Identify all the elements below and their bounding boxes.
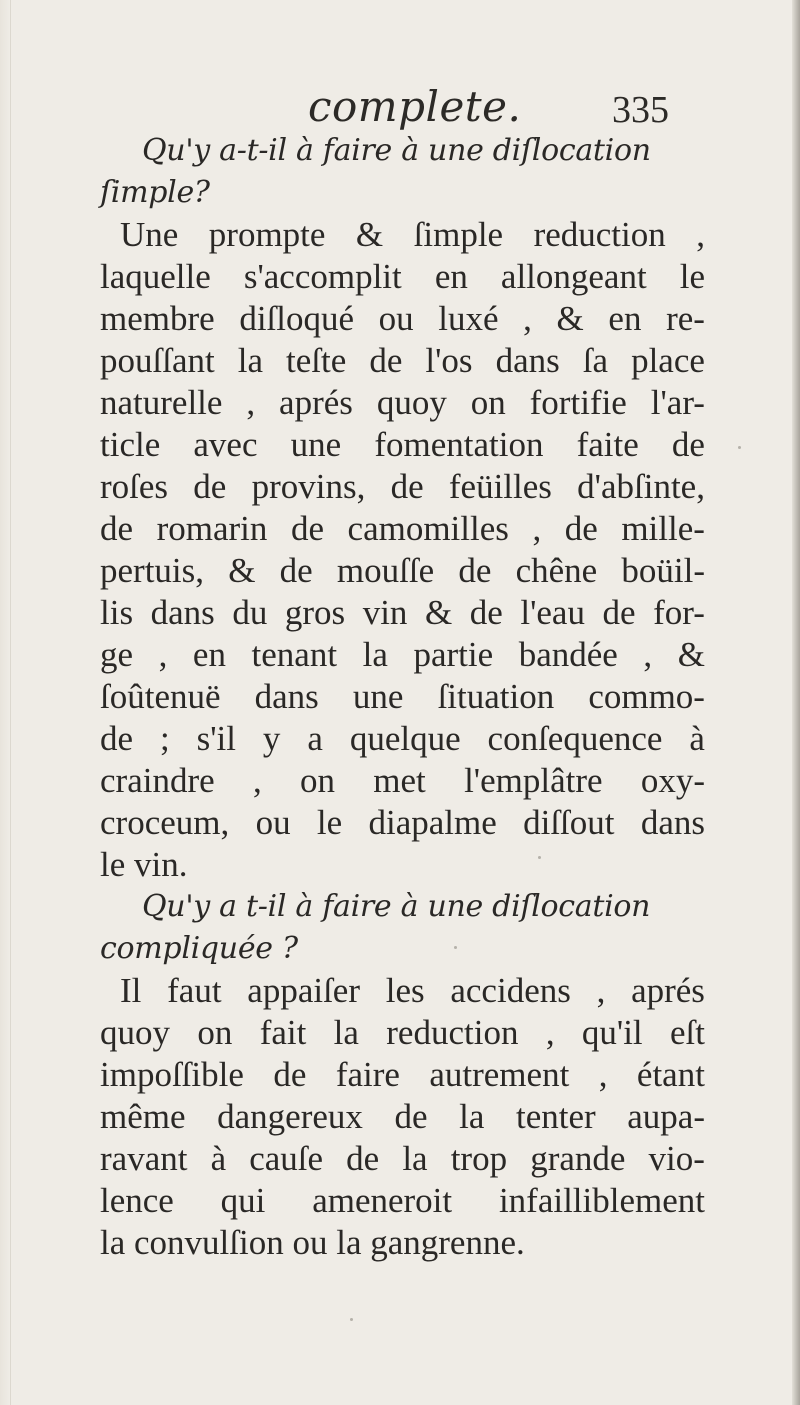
page-number: 335 (612, 89, 669, 131)
paper-speck (350, 1318, 353, 1321)
text-line: lence qui ameneroit infailliblement (100, 1181, 705, 1220)
text-line: le vin. (100, 845, 188, 884)
text-line: quoy on fait la reduction , qu'il eſt (100, 1013, 705, 1052)
text-line: ſoûtenuë dans une ſituation commo- (100, 677, 705, 716)
question-line: Qu'y a t-il à faire à une diſlocation (142, 889, 651, 924)
question-line: ſimple? (100, 175, 210, 210)
text-block (100, 130, 705, 1264)
text-line: de ; s'il y a quelque conſequence à (100, 719, 705, 758)
text-line: Il faut appaiſer les accidens , aprés (120, 971, 705, 1010)
text-line: roſes de provins, de feüilles d'abſinte, (100, 467, 705, 506)
question-line: compliquée ? (100, 931, 298, 966)
running-head: complete. (308, 82, 522, 131)
text-line: pouſſant la teſte de l'os dans ſa place (100, 341, 705, 380)
paper-speck (538, 856, 541, 859)
paper-speck (454, 946, 457, 949)
paper-speck (738, 446, 741, 449)
text-line: même dangereux de la tenter aupa- (100, 1097, 705, 1136)
text-line: laquelle s'accomplit en allongeant le (100, 257, 705, 296)
text-line: Une prompte & ſimple reduction , (120, 215, 705, 254)
page-header (0, 70, 800, 130)
text-line: pertuis, & de mouſſe de chêne boüil- (100, 551, 705, 590)
text-line: croceum, ou le diapalme diſſout dans (100, 803, 705, 842)
text-line: la convulſion ou la gangrenne. (100, 1223, 525, 1262)
question-line: Qu'y a-t-il à faire à une diſlocation (142, 133, 651, 168)
text-line: de romarin de camomilles , de mille- (100, 509, 705, 548)
text-line: craindre , on met l'emplâtre oxy- (100, 761, 705, 800)
text-line: lis dans du gros vin & de l'eau de for- (100, 593, 705, 632)
text-line: naturelle , aprés quoy on fortifie l'ar- (100, 383, 705, 422)
page-outer-edge (792, 0, 800, 1405)
text-line: impoſſible de faire autrement , étant (100, 1055, 705, 1094)
text-line: ravant à cauſe de la trop grande vio- (100, 1139, 705, 1178)
text-line: ticle avec une fomentation faite de (100, 425, 705, 464)
page-gutter-edge (0, 0, 11, 1405)
text-line: membre diſloqué ou luxé , & en re- (100, 299, 705, 338)
text-line: ge , en tenant la partie bandée , & (100, 635, 705, 674)
